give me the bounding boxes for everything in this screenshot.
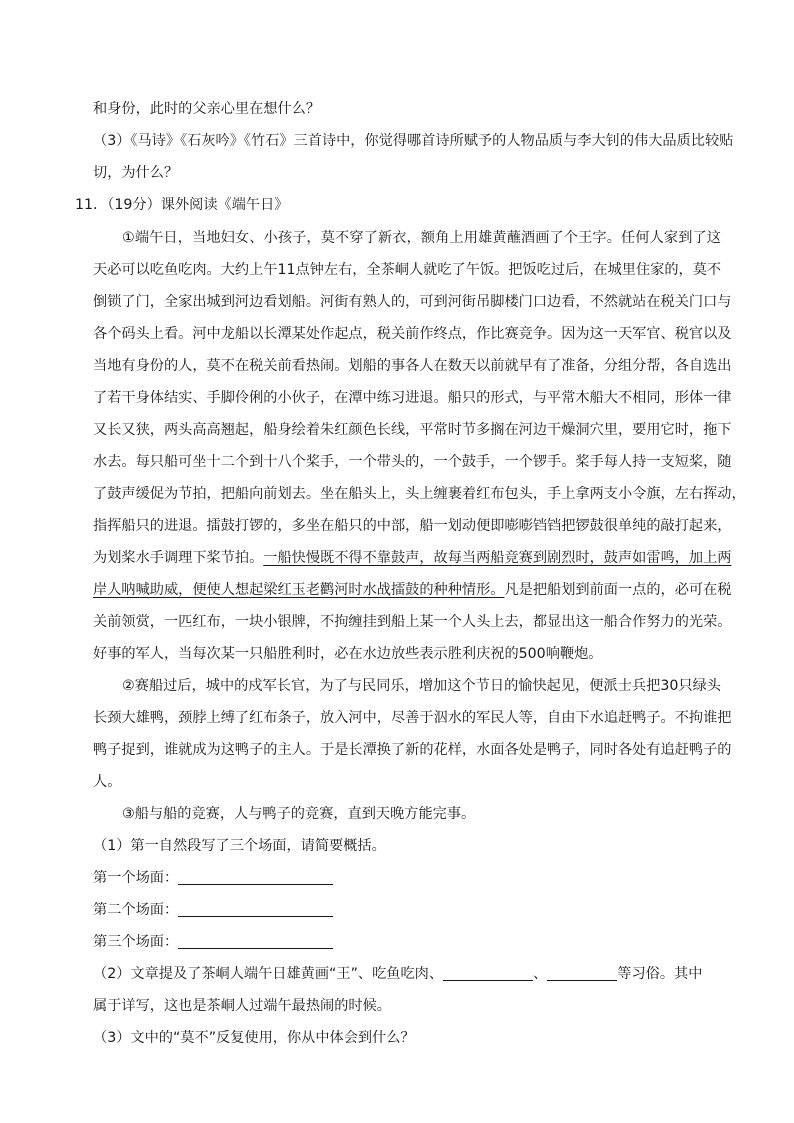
- passage-p2-line: 人。: [93, 774, 122, 790]
- passage-p1-line: 了若干身体结实、手脚伶俐的小伙子，在潭中练习进退。船只的形式，与平常木船大不相同，形体一律: [93, 390, 732, 406]
- passage-p1-line: 各个码头上看。河中龙船以长潭某处作起点，税关前作终点，作比赛竞争。因为这一天军官、税官以及: [93, 326, 732, 342]
- passage-p1-line: 水去。每只船可坐十二个到十八个桨手，一个带头的，一个鼓手，一个锣手。桨手每人持一支短桨，随: [93, 454, 732, 470]
- passage-p1-line: ①端午日，当地妇女、小孩子，莫不穿了新衣，额角上用雄黄蘸酒画了个王字。任何人家到了这: [122, 230, 721, 246]
- scene-1-answer-blank[interactable]: [178, 869, 333, 885]
- separator-text: 、: [533, 966, 548, 982]
- passage-text: 为划桨水手调理下桨节拍。: [93, 550, 264, 566]
- underlined-sentence: 一船快慢既不得不靠鼓声，故每当两船竞赛到剧烈时，鼓声如雷鸣，加上两: [263, 550, 732, 566]
- passage-p1-line: 了鼓声缓促为节拍，把船向前划去。坐在船头上，头上缠裹着红布包头，手上拿两支小令旗，左右挥动，: [93, 486, 746, 502]
- passage-p1-line: 指挥船只的进退。擂鼓打锣的，多坐在船只的中部，船一划动便即嘭嘭铛铛把锣鼓很单纯的敲打起来，: [93, 518, 732, 534]
- passage-p1-line: 倒锁了门，全家出城到河边看划船。河街有熟人的，可到河街吊脚楼门口边看，不然就站在税关门口与: [93, 294, 732, 310]
- passage-p3: ③船与船的竞赛，人与鸭子的竞赛，直到天晚方能完事。: [122, 806, 476, 822]
- passage-p1-line: 好事的军人，当每次某一只船胜利时，必在水边放些表示胜利庆祝的500响鞭炮。: [93, 646, 603, 662]
- scene-3-label: 第三个场面：: [93, 934, 179, 950]
- prev-question-line: 和身份，此时的父亲心里在想什么？: [93, 101, 321, 117]
- passage-p1-line: [93, 548, 732, 568]
- passage-p2-line: 鸭子捉到，谁就成为这鸭子的主人。于是长潭换了新的花样，水面各处是鸭子，同时各处有追赶鸭子的: [93, 742, 732, 758]
- passage-p1-line: [93, 580, 732, 600]
- passage-p1-line: 天必可以吃鱼吃肉。大约上午11点钟左右，全茶峒人就吃了午饭。把饭吃过后，在城里住家的，莫不: [93, 262, 722, 278]
- custom-answer-blank-1[interactable]: [443, 965, 533, 981]
- scene-2-answer-blank[interactable]: [178, 901, 333, 917]
- passage-p1-line: 又长又狭，两头高高翘起，船身绘着朱红颜色长线，平常时节多搁在河边干燥洞穴里，要用它时，拖下: [93, 422, 732, 438]
- underlined-sentence: 岸人呐喊助威，便使人想起梁红玉老鹳河时水战擂鼓的种种情形。: [93, 582, 505, 598]
- passage-p1-line: 当地有身份的人，莫不在税关前看热闹。划船的事各人在数天以前就早有了准备，分组分帮，各自选出: [93, 358, 732, 374]
- sub-question-2-text: （2）文章提及了茶峒人端午日雄黄画“王”、吃鱼吃肉、: [93, 966, 444, 982]
- scene-2-label: 第二个场面：: [93, 902, 179, 918]
- sub-question-2-line-1: [93, 964, 721, 984]
- sub-question-2-line-2: 属于详写，这也是茶峒人过端午最热闹的时候。: [93, 998, 391, 1014]
- scene-3-row: [93, 932, 721, 952]
- passage-p2-line: 长颈大雄鸭，颈脖上缚了红布条子，放入河中，尽善于泅水的军民人等，自由下水追赶鸭子。不拘谁把: [93, 710, 732, 726]
- scene-2-row: [93, 900, 721, 920]
- scene-1-row: [93, 868, 721, 888]
- scene-1-label: 第一个场面：: [93, 870, 179, 886]
- scene-3-answer-blank[interactable]: [178, 933, 333, 949]
- passage-text: 凡是把船划到前面一点的，必可在税: [504, 582, 732, 598]
- question-11-header: 11．（19分）课外阅读《端午日》: [75, 197, 289, 213]
- sub-question-2-text: 等习俗。其中: [617, 966, 703, 982]
- custom-answer-blank-2[interactable]: [547, 965, 617, 981]
- passage-p2-line: ②赛船过后，城中的戍军长官，为了与民同乐，增加这个节日的愉快起见，便派士兵把30只绿头: [122, 678, 721, 694]
- passage-p1-line: 关前领赏，一匹红布，一块小银牌，不拘缠挂到船上某一个人头上去，都显出这一船合作努力的光荣。: [93, 614, 732, 630]
- sub-question-1: （1）第一自然段写了三个场面，请简要概括。: [93, 838, 386, 854]
- prev-q3-line-2: 切，为什么？: [93, 165, 179, 181]
- prev-q3-line-1: （3）《马诗》《石灰吟》《竹石》三首诗中，你觉得哪首诗所赋予的人物品质与李大钊的伟大品质比较贴: [93, 133, 734, 149]
- sub-question-3: （3）文中的“莫不”反复使用，你从中体会到什么？: [93, 1030, 415, 1046]
